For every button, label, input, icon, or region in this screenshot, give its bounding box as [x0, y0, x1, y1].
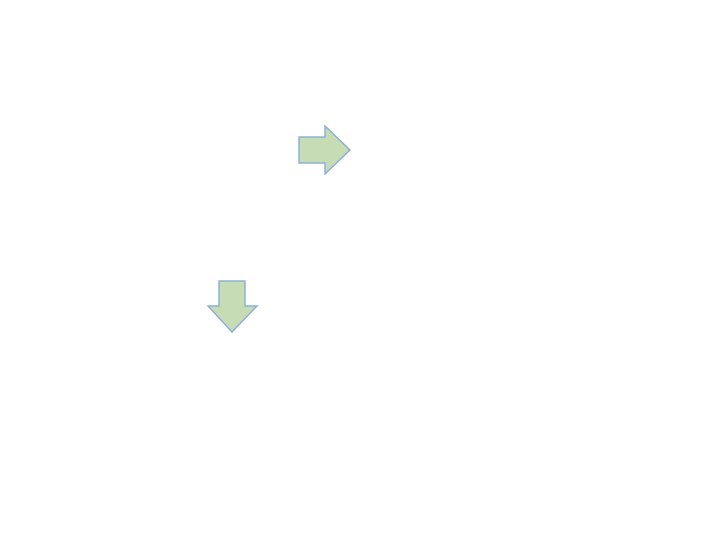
- right-arrow-icon: [298, 125, 352, 175]
- down-arrow-icon: [207, 280, 259, 334]
